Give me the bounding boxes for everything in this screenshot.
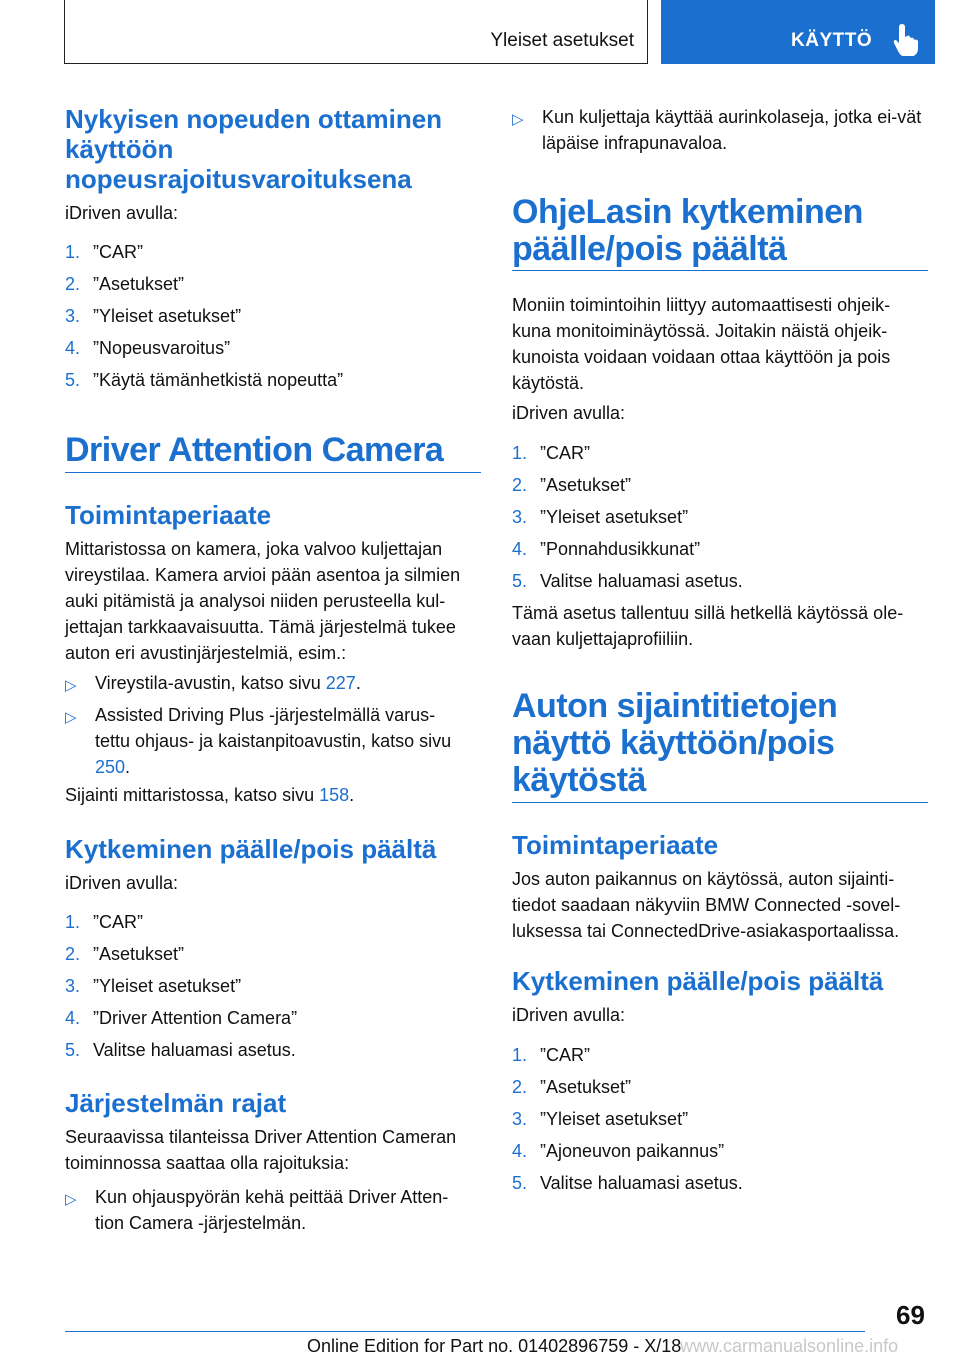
section-rule xyxy=(65,472,481,473)
heading-toimintaperiaate-2: Toimintaperiaate xyxy=(512,830,719,860)
paragraph-ohjelasin: Moniin toimintoihin liittyy automaattisesti ohjeik-kuna monitoiminäytössä. Joitakin näistä ohjeik-kunoista voidaan voidaan ottaa käyttöön ja pois käytöstä. xyxy=(512,295,891,393)
section-title: Yleiset asetukset xyxy=(490,30,634,51)
chapter-tab-label: KÄYTTÖ xyxy=(791,30,873,51)
heading-jarjestelman-rajat: Järjestelmän rajat xyxy=(65,1088,287,1118)
heading-ohjelasin: OhjeLasin kytkeminen päälle/pois päältä xyxy=(512,193,863,268)
page-link-227[interactable]: 227 xyxy=(325,673,356,693)
footer-rule xyxy=(65,1331,865,1332)
idrive-intro-2: iDriven avulla: xyxy=(65,873,179,893)
paragraph-toimintaperiaate-2: Jos auton paikannus on käytössä, auton sijainti-tiedot saadaan näkyviin BMW Connected -sovel-luksessa tai ConnectedDrive-asiakasportaalissa. xyxy=(512,869,901,941)
watermark: www.carmanualsonline.info xyxy=(680,1336,899,1356)
heading-nykyinen: Nykyisen nopeuden ottaminen käyttöön nopeusrajoitusvaroituksena xyxy=(65,104,443,194)
heading-toimintaperiaate: Toimintaperiaate xyxy=(65,500,272,530)
heading-kytkeminen-2: Kytkeminen päälle/pois päältä xyxy=(512,966,884,996)
section-rule xyxy=(512,802,928,803)
heading-kytkeminen: Kytkeminen päälle/pois päältä xyxy=(65,834,437,864)
paragraph-jarjestelman-rajat: Seuraavissa tilanteissa Driver Attention Cameran toiminnossa saattaa olla rajoituksia: xyxy=(65,1127,457,1173)
paragraph-toimintaperiaate: Mittaristossa on kamera, joka valvoo kuljettajan vireystilaa. Kamera arvioi pään asentoa ja silmien auki pitämistä ja analysoi niiden perusteella kul-jettajan tarkkaavaisuutta. Tämä järjestelmä tukee auton eri avustinjärjestelmiä, esim.: xyxy=(65,539,461,663)
heading-auton-sijainti: Auton sijaintitietojen näyttö käyttöön/pois käytöstä xyxy=(512,687,838,799)
idrive-intro-3: iDriven avulla: xyxy=(512,403,626,423)
paragraph-tallentuu: Tämä asetus tallentuu sillä hetkellä käytössä ole-vaan kuljettajaprofiiliin. xyxy=(512,603,904,649)
footer-edition: Online Edition for Part no. 01402896759 - X/18 xyxy=(307,1336,682,1356)
page-link-158[interactable]: 158 xyxy=(319,785,350,805)
section-rule xyxy=(512,270,928,271)
chapter-tab[interactable] xyxy=(661,0,935,64)
paragraph-sijainti: Sijainti mittaristossa, katso sivu 158. xyxy=(65,785,355,805)
idrive-intro-4: iDriven avulla: xyxy=(512,1005,626,1025)
hand-pointer-icon xyxy=(893,22,923,56)
heading-driver-attention-camera: Driver Attention Camera xyxy=(65,431,444,469)
idrive-intro-1: iDriven avulla: xyxy=(65,203,179,223)
page-number: 69 xyxy=(896,1300,925,1330)
page-link-250[interactable]: 250 xyxy=(95,757,126,777)
